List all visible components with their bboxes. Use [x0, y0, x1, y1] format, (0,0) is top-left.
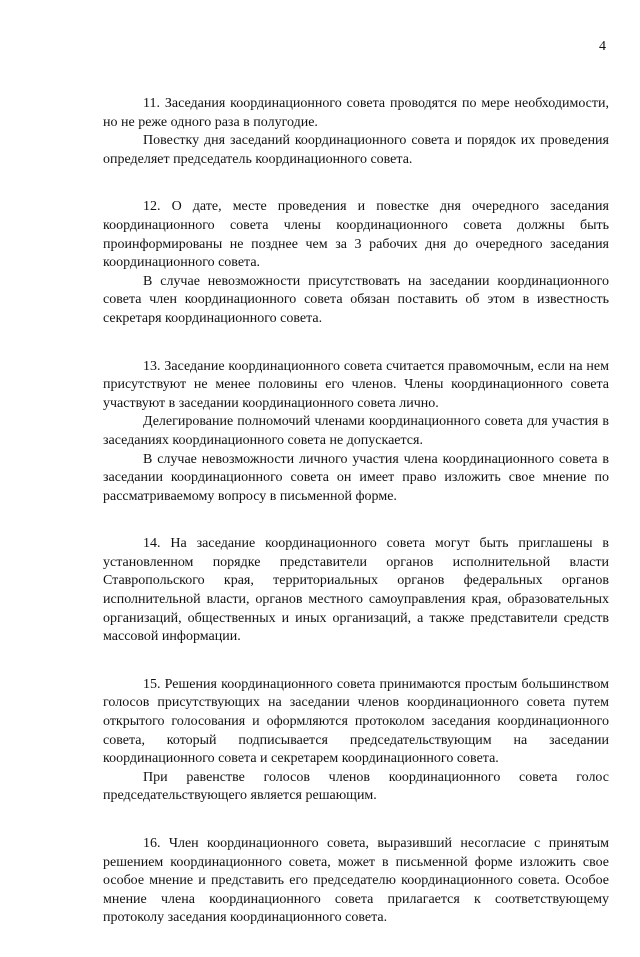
paragraph: 15. Решения координационного совета принимаются простым большинством голосов присутствующих на заседании членов координационного совета путем открытого голосования и оформляются протоколом заседания координационного совета, который подписывается председательствующим на заседании координационного совета и секретарем координационного совета.	[103, 676, 609, 767]
page-number: 4	[599, 39, 606, 54]
clause-12	[103, 198, 609, 328]
paragraph: 13. Заседание координационного совета считается правомочным, если на нем присутствуют не менее половины его членов. Члены координационного совета участвуют в заседании координационного совета лично.	[103, 358, 609, 411]
paragraph: 16. Член координационного совета, выразивший несогласие с принятым решением координационного совета, может в письменной форме изложить свое особое мнение и представить его председателю координационного совета. Особое мнение члена координационного совета прилагается к соответствующему протоколу заседания координационного совета.	[103, 836, 609, 926]
paragraph: Делегирование полномочий членами координационного совета для участия в заседаниях координационного совета не допускается.	[103, 414, 609, 448]
paragraph: 14. На заседание координационного совета могут быть приглашены в установленном порядке представители органов исполнительной власти Ставропольского края, территориальных органов федеральных органов исполнительной власти, органов местного самоуправления края, образовательных организаций, общественных и иных организаций, а также представители средств массовой информации.	[103, 536, 609, 645]
paragraph: 11. Заседания координационного совета проводятся по мере необходимости, но не реже одного раза в полугодие.	[103, 96, 609, 130]
paragraph: 12. О дате, месте проведения и повестке дня очередного заседания координационного совета члены координационного совета должны быть проинформированы не позднее чем за 3 рабочих дня до очередного заседания координационного совета.	[103, 199, 609, 271]
paragraph: При равенстве голосов членов координационного совета голос председательствующего является решающим.	[103, 769, 609, 804]
clause-15	[103, 676, 609, 806]
paragraph: Повестку дня заседаний координационного совета и порядок их проведения определяет председатель координационного совета.	[103, 133, 609, 167]
clause-14	[103, 535, 609, 647]
clause-16	[103, 835, 609, 928]
paragraph: В случае невозможности присутствовать на заседании координационного совета член координационного совета обязан поставить об этом в известность секретаря координационного совета.	[103, 273, 609, 326]
paragraph: В случае невозможности личного участия члена координационного совета в заседании координационного совета он имеет право изложить свое мнение по рассматриваемому вопросу в письменной форме.	[103, 451, 609, 504]
clause-11	[103, 95, 609, 169]
document-body	[103, 95, 609, 957]
clause-13	[103, 358, 609, 507]
